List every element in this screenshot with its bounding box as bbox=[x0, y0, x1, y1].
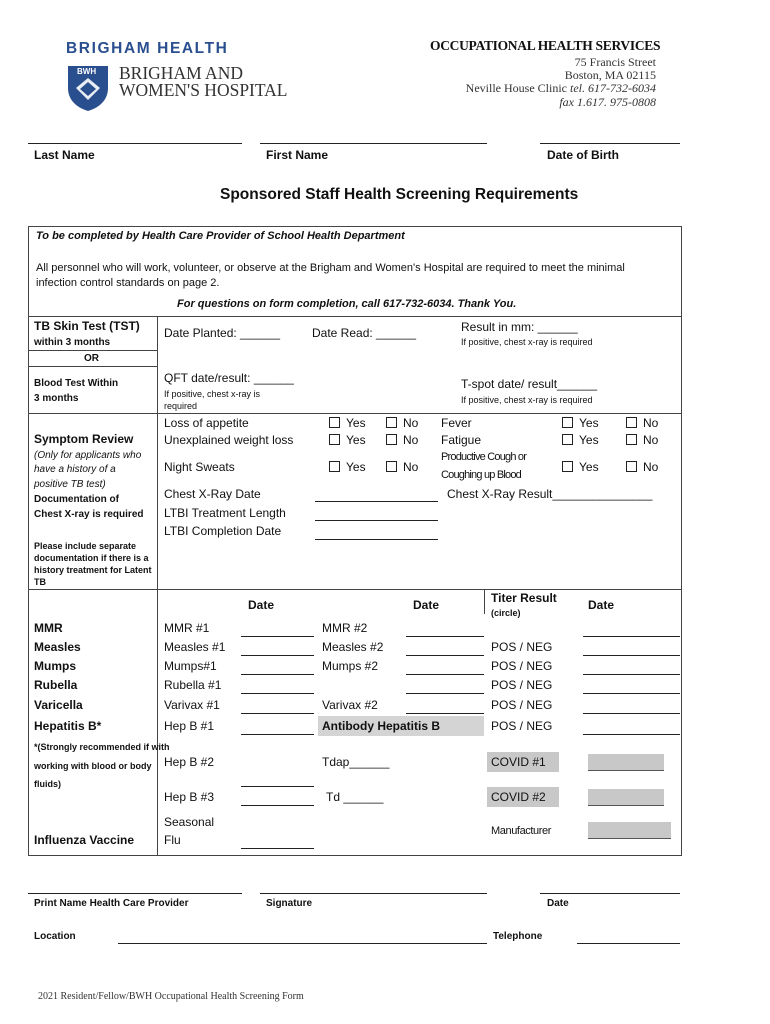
clinic-phone bbox=[466, 81, 656, 96]
page-title: Sponsored Staff Health Screening Requirements bbox=[220, 186, 579, 203]
measles2: Measles #2 bbox=[322, 640, 384, 654]
documentation-line2: Chest X-ray is required bbox=[34, 509, 144, 520]
label-rubella: Rubella bbox=[34, 678, 78, 692]
date-header-3: Date bbox=[588, 598, 615, 612]
varivax1-date[interactable] bbox=[241, 713, 314, 714]
coughing-blood: Coughing up Blood bbox=[441, 469, 521, 481]
measles2-date[interactable] bbox=[406, 655, 484, 656]
titer-header: Titer Result bbox=[491, 591, 557, 605]
symptom-title: Symptom Review bbox=[34, 432, 134, 446]
include-note4: TB bbox=[34, 577, 46, 587]
titer-rubella[interactable]: POS / NEG bbox=[491, 678, 553, 692]
mmr2: MMR #2 bbox=[322, 621, 368, 635]
location-label: Location bbox=[34, 931, 76, 942]
mumps1: Mumps#1 bbox=[164, 659, 217, 673]
yes-label: Yes bbox=[579, 416, 599, 430]
strongly-note2: working with blood or body bbox=[34, 761, 152, 771]
intro-line1: All personnel who will work, volunteer, or observe at the Brigham and Women's Hospital are required to meet the minimal bbox=[36, 262, 625, 274]
fatigue: Fatigue bbox=[441, 433, 482, 447]
fatigue-no[interactable] bbox=[626, 433, 658, 447]
fatigue-yes[interactable] bbox=[562, 433, 599, 447]
weight-yes[interactable] bbox=[329, 433, 366, 447]
hepb1-date[interactable] bbox=[241, 734, 314, 735]
dob-line[interactable] bbox=[540, 143, 680, 144]
tb-within: within 3 months bbox=[34, 337, 111, 348]
checkbox-icon bbox=[386, 461, 397, 472]
titer-date-mumps[interactable] bbox=[583, 674, 680, 675]
hepb2: Hep B #2 bbox=[164, 755, 215, 769]
mumps2: Mumps #2 bbox=[322, 659, 379, 673]
measles1: Measles #1 bbox=[164, 640, 226, 654]
antibody-hepb: Antibody Hepatitis B bbox=[322, 719, 441, 733]
rubella1: Rubella #1 bbox=[164, 678, 222, 692]
covid2-date-field[interactable] bbox=[588, 789, 664, 806]
titer-date-varicella[interactable] bbox=[583, 713, 680, 714]
no-label: No bbox=[403, 433, 419, 447]
hepb1: Hep B #1 bbox=[164, 719, 215, 733]
print-name-line[interactable] bbox=[28, 893, 242, 894]
signature-line[interactable] bbox=[260, 893, 487, 894]
symptom-divider bbox=[28, 413, 682, 414]
rubella1-date[interactable] bbox=[241, 693, 314, 694]
loss-of-appetite: Loss of appetite bbox=[164, 416, 249, 430]
location-line[interactable] bbox=[118, 943, 487, 944]
dept-name: OCCUPATIONAL HEALTH SERVICES bbox=[430, 38, 661, 53]
strongly-note1: *(Strongly recommended if with bbox=[34, 742, 170, 752]
mumps1-date[interactable] bbox=[241, 674, 314, 675]
checkbox-icon bbox=[562, 417, 573, 428]
label-mmr: MMR bbox=[34, 621, 63, 635]
titer-column-divider bbox=[484, 589, 485, 614]
yes-label: Yes bbox=[579, 433, 599, 447]
tb-section-divider bbox=[28, 316, 682, 317]
no-label: No bbox=[643, 416, 659, 430]
fever: Fever bbox=[441, 416, 472, 430]
label-measles: Measles bbox=[34, 640, 81, 654]
tspot-result[interactable]: T-spot date/ result______ bbox=[461, 377, 598, 391]
checkbox-icon bbox=[386, 417, 397, 428]
blood-test-line2: 3 months bbox=[34, 393, 79, 404]
print-name-label: Print Name Health Care Provider bbox=[34, 898, 189, 909]
checkbox-icon bbox=[329, 434, 340, 445]
include-note3: history treatment for Latent bbox=[34, 565, 152, 575]
date-read[interactable]: Date Read: ______ bbox=[312, 326, 417, 340]
hospital-name-line1: BRIGHAM AND bbox=[119, 63, 243, 83]
circle-note: (circle) bbox=[491, 608, 521, 618]
symptom-note3: positive TB test) bbox=[34, 479, 106, 490]
xray-result[interactable]: Chest X-Ray Result_______________ bbox=[447, 487, 653, 501]
checkbox-icon bbox=[329, 417, 340, 428]
titer-measles[interactable]: POS / NEG bbox=[491, 640, 553, 654]
titer-date-measles[interactable] bbox=[583, 655, 680, 656]
address-city: Boston, MA 02115 bbox=[564, 68, 656, 82]
no-label: No bbox=[403, 460, 419, 474]
mmr1: MMR #1 bbox=[164, 621, 210, 635]
left-column-divider bbox=[157, 316, 158, 855]
first-name-line[interactable] bbox=[260, 143, 487, 144]
sweats-no[interactable] bbox=[386, 460, 418, 474]
sign-date-line[interactable] bbox=[540, 893, 680, 894]
qft-note-line2: required bbox=[164, 401, 198, 411]
td[interactable]: Td ______ bbox=[326, 790, 384, 804]
varivax1: Varivax #1 bbox=[164, 698, 220, 712]
sweats-yes[interactable] bbox=[329, 460, 366, 474]
mumps2-date[interactable] bbox=[406, 674, 484, 675]
titer-date-mmr[interactable] bbox=[583, 636, 680, 637]
productive-cough: Productive Cough or bbox=[441, 451, 527, 463]
rubella-extra-date[interactable] bbox=[406, 693, 484, 694]
weight-no[interactable] bbox=[386, 433, 418, 447]
footer-note: 2021 Resident/Fellow/BWH Occupational Health Screening Form bbox=[38, 991, 304, 1002]
checkbox-icon bbox=[562, 434, 573, 445]
last-name-label: Last Name bbox=[34, 148, 95, 162]
last-name-line[interactable] bbox=[28, 143, 242, 144]
checkbox-icon bbox=[386, 434, 397, 445]
titer-varicella[interactable]: POS / NEG bbox=[491, 698, 553, 712]
yes-label: Yes bbox=[346, 460, 366, 474]
titer-mumps[interactable]: POS / NEG bbox=[491, 659, 553, 673]
no-label: No bbox=[403, 416, 419, 430]
qft-note-line1: If positive, chest x-ray is bbox=[164, 389, 261, 399]
appetite-no[interactable] bbox=[386, 416, 418, 430]
covid1-date-field[interactable] bbox=[588, 754, 664, 771]
covid2-label: COVID #2 bbox=[491, 790, 546, 804]
or-divider-bottom bbox=[28, 366, 157, 367]
qft-result[interactable]: QFT date/result: ______ bbox=[164, 371, 294, 385]
ltbi-length-label: LTBI Treatment Length bbox=[164, 506, 286, 520]
checkbox-icon bbox=[562, 461, 573, 472]
telephone-label: Telephone bbox=[493, 931, 543, 942]
no-label: No bbox=[643, 460, 659, 474]
manufacturer-label: Manufacturer bbox=[491, 825, 552, 837]
tspot-note: If positive, chest x-ray is required bbox=[461, 395, 593, 405]
covid1-label: COVID #1 bbox=[491, 755, 546, 769]
mmr1-date[interactable] bbox=[241, 636, 314, 637]
varivax2: Varivax #2 bbox=[322, 698, 378, 712]
signature-label: Signature bbox=[266, 898, 313, 909]
varivax2-date[interactable] bbox=[406, 713, 484, 714]
dob-label: Date of Birth bbox=[547, 148, 619, 162]
hepb3-date[interactable] bbox=[241, 805, 314, 806]
flu: Flu bbox=[164, 833, 181, 847]
manufacturer-field[interactable] bbox=[588, 822, 671, 839]
telephone-line[interactable] bbox=[577, 943, 680, 944]
symptom-note1: (Only for applicants who bbox=[34, 450, 142, 461]
checkbox-icon bbox=[626, 417, 637, 428]
checkbox-icon bbox=[626, 434, 637, 445]
checkbox-icon bbox=[329, 461, 340, 472]
intro-line2: infection control standards on page 2. bbox=[36, 277, 220, 289]
titer-date-hepb[interactable] bbox=[583, 734, 680, 735]
symptom-note2: have a history of a bbox=[34, 464, 116, 475]
strongly-note3: fluids) bbox=[34, 779, 61, 789]
label-influenza: Influenza Vaccine bbox=[34, 833, 135, 847]
checkbox-icon bbox=[626, 461, 637, 472]
date-header-2: Date bbox=[413, 598, 440, 612]
blood-test-line1: Blood Test Within bbox=[34, 378, 119, 389]
mmr2-date[interactable] bbox=[406, 636, 484, 637]
tst-positive-note: If positive, chest x-ray is required bbox=[461, 337, 593, 347]
date-header-1: Date bbox=[248, 598, 275, 612]
brand-top: BRIGHAM HEALTH bbox=[66, 40, 229, 57]
hospital-name-line2: WOMEN'S HOSPITAL bbox=[119, 80, 288, 100]
titer-date-rubella[interactable] bbox=[583, 693, 680, 694]
ltbi-completion-line[interactable] bbox=[315, 539, 438, 540]
date-planted[interactable]: Date Planted: ______ bbox=[164, 326, 281, 340]
ltbi-length-line[interactable] bbox=[315, 520, 438, 521]
titer-hepb[interactable]: POS / NEG bbox=[491, 719, 553, 733]
include-note2: documentation if there is a bbox=[34, 553, 149, 563]
label-varicella: Varicella bbox=[34, 698, 83, 712]
documentation-line1: Documentation of bbox=[34, 494, 119, 505]
xray-date-line[interactable] bbox=[315, 501, 438, 502]
fever-no[interactable] bbox=[626, 416, 658, 430]
or-divider-top bbox=[28, 350, 157, 351]
label-mumps: Mumps bbox=[34, 659, 76, 673]
result-mm[interactable]: Result in mm: ______ bbox=[461, 320, 578, 334]
cough-no[interactable] bbox=[626, 460, 658, 474]
fever-yes[interactable] bbox=[562, 416, 599, 430]
night-sweats: Night Sweats bbox=[164, 460, 235, 474]
weight-loss: Unexplained weight loss bbox=[164, 433, 294, 447]
no-label: No bbox=[643, 433, 659, 447]
address-street: 75 Francis Street bbox=[574, 55, 656, 69]
include-note1: Please include separate bbox=[34, 541, 137, 551]
seasonal: Seasonal bbox=[164, 815, 215, 829]
yes-label: Yes bbox=[346, 416, 366, 430]
appetite-yes[interactable] bbox=[329, 416, 366, 430]
questions-line: For questions on form completion, call 617-732-6034. Thank You. bbox=[177, 298, 517, 310]
hepb3: Hep B #3 bbox=[164, 790, 215, 804]
clinic-name: Neville House Clinic bbox=[465, 81, 567, 95]
immunization-divider bbox=[28, 589, 682, 590]
label-hepatitis-b: Hepatitis B* bbox=[34, 719, 102, 733]
yes-label: Yes bbox=[579, 460, 599, 474]
or-label: OR bbox=[84, 353, 99, 364]
ltbi-completion-label: LTBI Completion Date bbox=[164, 524, 282, 538]
shield-text: BWH bbox=[77, 67, 97, 76]
tdap[interactable]: Tdap______ bbox=[322, 755, 390, 769]
measles1-date[interactable] bbox=[241, 655, 314, 656]
xray-date-label: Chest X-Ray Date bbox=[164, 487, 261, 501]
flu-date[interactable] bbox=[241, 848, 314, 849]
sign-date-label: Date bbox=[547, 898, 569, 909]
clinic-fax: fax 1.617. 975-0808 bbox=[559, 95, 656, 109]
clinic-tel: tel. 617-732-6034 bbox=[570, 81, 656, 95]
bwh-shield-logo bbox=[66, 64, 110, 112]
completed-by-note: To be completed by Health Care Provider of School Health Department bbox=[36, 230, 405, 242]
yes-label: Yes bbox=[346, 433, 366, 447]
first-name-label: First Name bbox=[266, 148, 329, 162]
cough-yes[interactable] bbox=[562, 460, 599, 474]
hepb2-date[interactable] bbox=[241, 786, 314, 787]
tb-title: TB Skin Test (TST) bbox=[34, 319, 140, 333]
